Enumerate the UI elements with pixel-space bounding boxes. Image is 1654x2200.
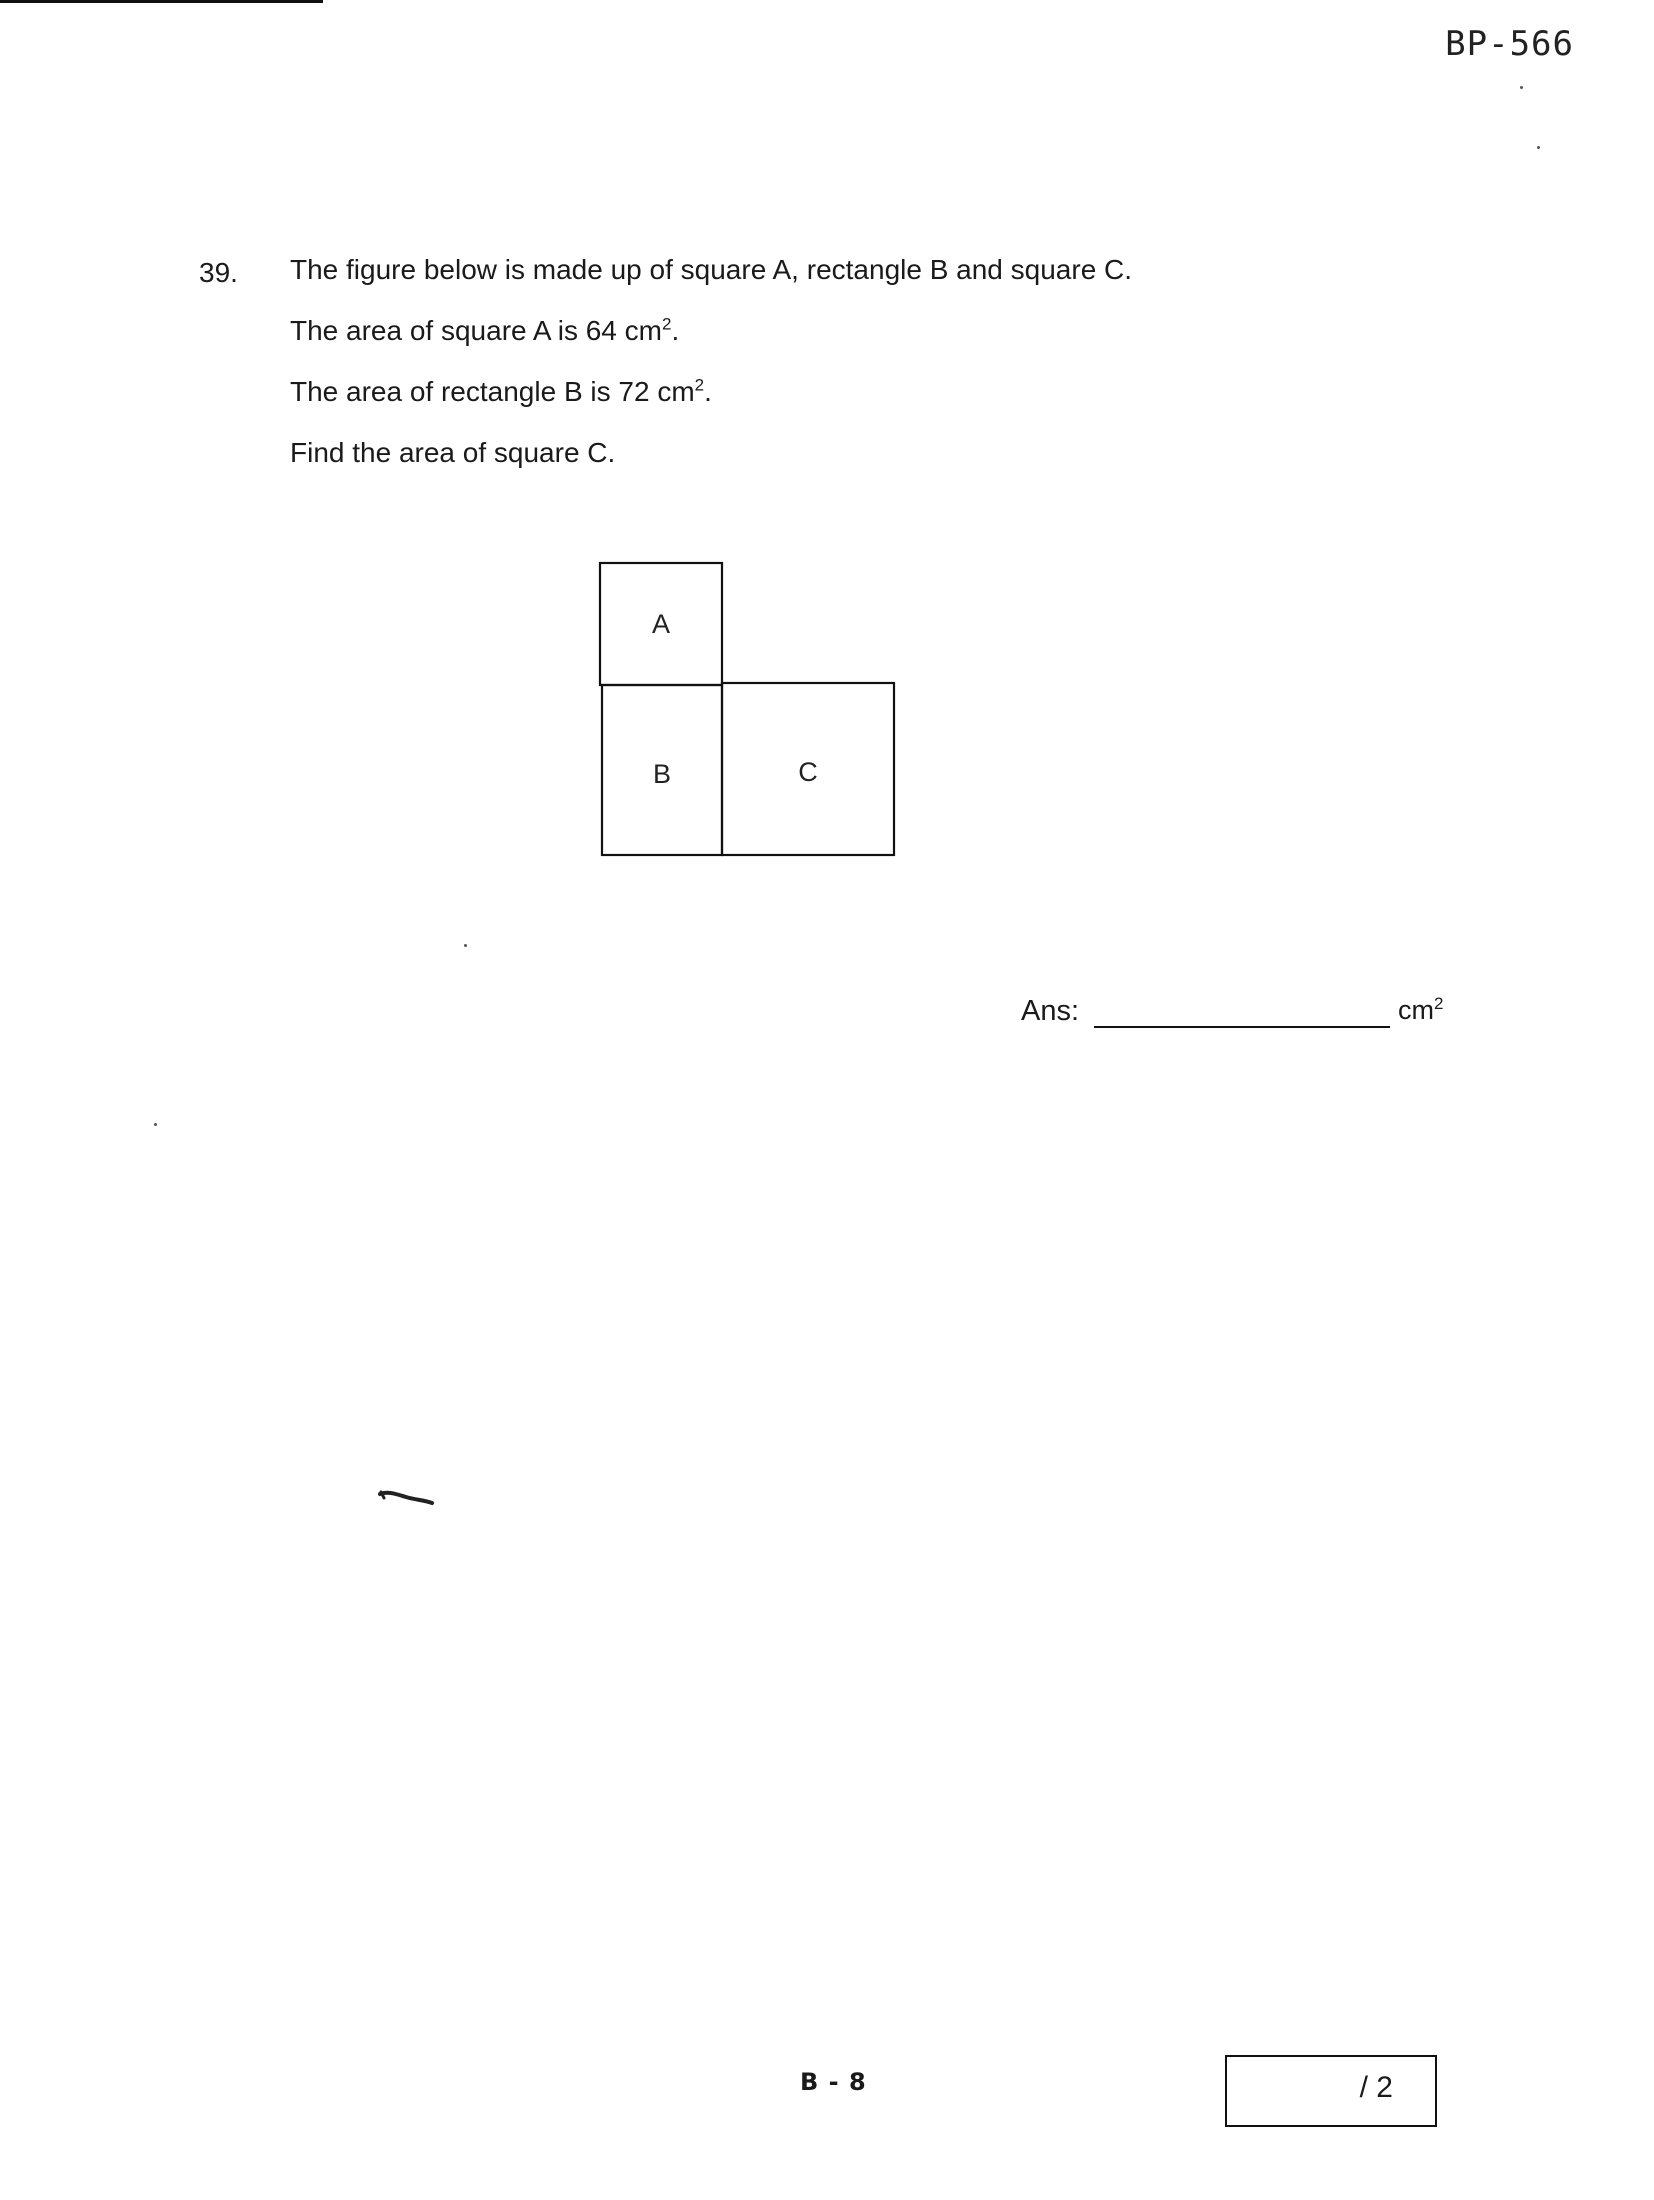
shape-figure-svg xyxy=(590,560,910,870)
answer-unit xyxy=(1398,995,1443,1026)
question-line-3 xyxy=(290,375,712,409)
scan-speck xyxy=(1537,146,1540,149)
marks-box xyxy=(1225,2055,1437,2127)
question-line-2-text: The area of square A is 64 cm xyxy=(290,315,662,346)
label-c: C xyxy=(798,757,818,787)
shape-figure xyxy=(590,560,910,870)
question-number: 39. xyxy=(199,257,238,288)
answer-blank[interactable] xyxy=(1094,1026,1390,1028)
question-line-1 xyxy=(290,253,1132,287)
question-line-1-text: The figure below is made up of square A, rectangle B and square C. xyxy=(290,254,1133,285)
label-b: B xyxy=(652,759,672,789)
period: . xyxy=(704,376,712,407)
scan-speck xyxy=(154,1123,157,1126)
period: . xyxy=(671,315,680,346)
paper-code: BP-566 xyxy=(1445,24,1574,64)
top-rule xyxy=(0,0,323,3)
label-a: A xyxy=(651,609,671,639)
answer-unit-superscript: 2 xyxy=(1434,994,1444,1013)
question-line-3-text: The area of rectangle B is 72 cm xyxy=(290,376,695,407)
superscript-2: 2 xyxy=(661,314,672,334)
question-line-4-text: Find the area of square C. xyxy=(290,437,616,468)
question-line-4 xyxy=(290,436,615,470)
marks-text: / 2 xyxy=(1359,2071,1393,2104)
scan-speck xyxy=(1520,86,1523,89)
answer-label: Ans: xyxy=(1021,995,1080,1027)
superscript-2: 2 xyxy=(694,375,705,395)
page-number: B - 8 xyxy=(800,2068,867,2096)
answer-unit-text: cm xyxy=(1398,995,1434,1025)
pen-mark xyxy=(378,1488,434,1506)
question-line-2 xyxy=(290,314,679,348)
scan-speck xyxy=(464,944,467,947)
